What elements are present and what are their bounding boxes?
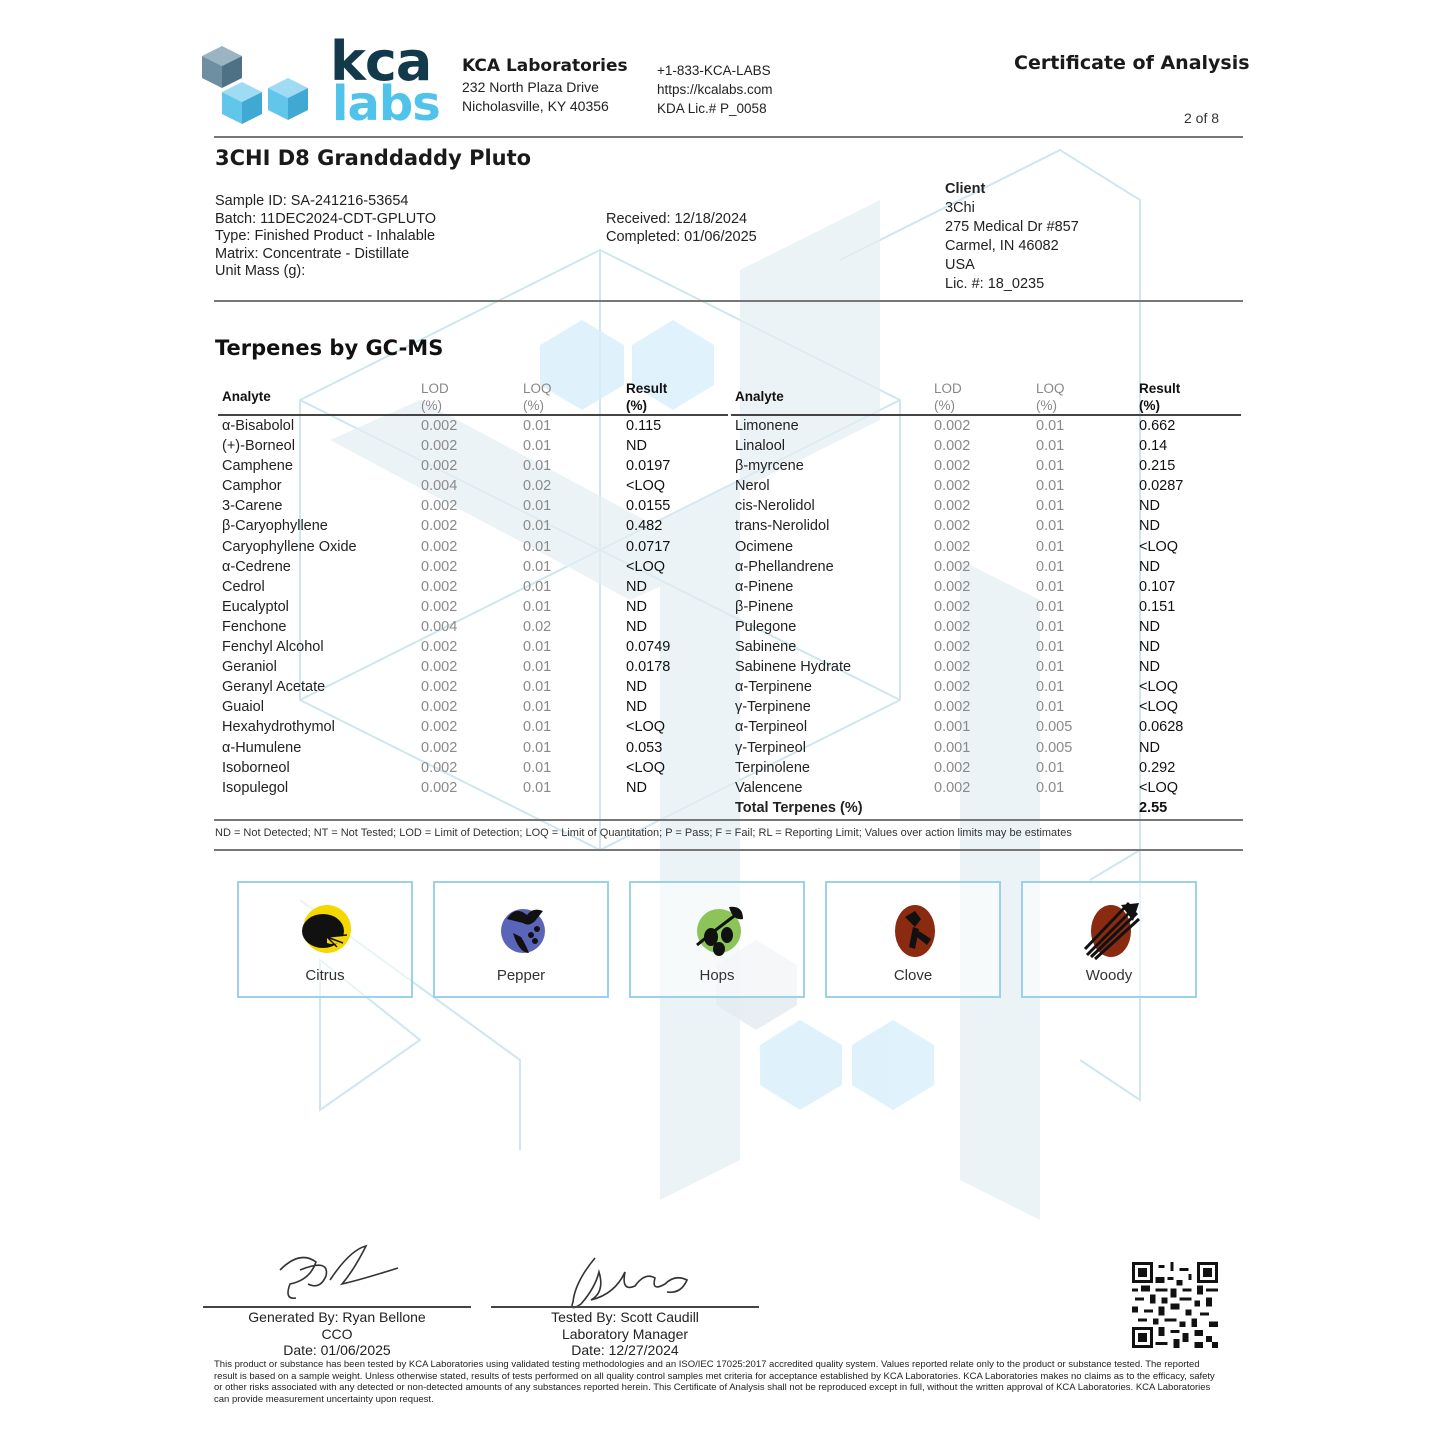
table-row — [731, 637, 1241, 657]
loq-cell: 0.01 — [1036, 618, 1065, 635]
analyte-cell: α-Terpineol — [735, 719, 808, 736]
lod-cell: 0.002 — [421, 759, 458, 776]
lod-cell: 0.002 — [421, 438, 458, 455]
table-row — [218, 717, 728, 737]
analyte-cell: (+)-Borneol — [222, 438, 295, 455]
clove-icon — [885, 897, 945, 961]
table-row — [218, 637, 728, 657]
table-row — [731, 597, 1241, 617]
result-cell: <LOQ — [1139, 679, 1179, 696]
client-heading: Client — [945, 181, 986, 197]
lod-cell: 0.002 — [421, 578, 458, 595]
lod-cell: 0.002 — [421, 639, 458, 656]
lod-cell: 0.002 — [421, 679, 458, 696]
analyte-cell: α-Phellandrene — [735, 558, 834, 575]
lab-address-2: Nicholasville, KY 40356 — [462, 98, 609, 114]
tested-by-block — [491, 1309, 759, 1359]
result-cell: ND — [626, 699, 647, 716]
generated-by-block — [203, 1309, 471, 1359]
table-row — [218, 516, 728, 536]
lod-cell: 0.002 — [934, 639, 971, 656]
result-cell: 0.0717 — [626, 538, 671, 555]
lod-cell: 0.002 — [421, 739, 458, 756]
received-date: Received: 12/18/2024 — [606, 211, 748, 227]
analyte-cell: trans-Nerolidol — [735, 518, 830, 535]
loq-cell: 0.01 — [523, 558, 552, 575]
analyte-cell: Sabinene — [735, 639, 797, 656]
lab-phone: +1-833-KCA-LABS — [657, 63, 771, 78]
loq-cell: 0.01 — [523, 538, 552, 555]
result-cell: ND — [626, 438, 647, 455]
table-row — [218, 436, 728, 456]
loq-cell: 0.01 — [523, 699, 552, 716]
client-address-1: 275 Medical Dr #857 — [945, 219, 1079, 235]
header-lod: LOD (%) — [934, 381, 962, 413]
loq-cell: 0.01 — [523, 759, 552, 776]
table-row — [218, 496, 728, 516]
analyte-cell: Camphene — [222, 458, 293, 475]
lod-cell: 0.004 — [421, 618, 458, 635]
loq-cell: 0.005 — [1036, 719, 1073, 736]
lab-website[interactable]: https://kcalabs.com — [657, 82, 773, 97]
header-analyte: Analyte — [222, 389, 271, 404]
analyte-cell: Isoborneol — [222, 759, 290, 776]
table-body — [731, 416, 1241, 798]
lod-cell: 0.002 — [934, 478, 971, 495]
result-cell: <LOQ — [626, 759, 666, 776]
cubes-logo-icon — [198, 36, 328, 132]
sample-type: Type: Finished Product - Inhalable — [215, 228, 436, 244]
lod-cell: 0.002 — [421, 458, 458, 475]
analyte-cell: Geraniol — [222, 659, 277, 676]
header-result: Result (%) — [626, 381, 668, 413]
header-divider — [214, 136, 1243, 138]
loq-cell: 0.02 — [523, 618, 552, 635]
client-name: 3Chi — [945, 200, 975, 216]
result-cell: ND — [1139, 739, 1160, 756]
result-cell: <LOQ — [1139, 779, 1179, 796]
loq-cell: 0.01 — [1036, 418, 1065, 434]
aroma-label: Woody — [1085, 967, 1133, 984]
analyte-cell: Fenchyl Alcohol — [222, 639, 324, 656]
generated-by: Generated By: Ryan Bellone — [248, 1309, 426, 1325]
woody-icon — [1081, 897, 1141, 961]
header-lod: LOD (%) — [421, 381, 449, 413]
lod-cell: 0.004 — [421, 478, 458, 495]
header-loq: LOQ (%) — [1036, 381, 1065, 413]
client-address-2: Carmel, IN 46082 — [945, 238, 1059, 254]
table-header — [731, 378, 1241, 416]
table-row — [731, 617, 1241, 637]
analyte-cell: α-Terpinene — [735, 679, 812, 696]
result-cell: 0.0155 — [626, 498, 671, 515]
lab-info — [462, 56, 628, 114]
analyte-cell: Cedrol — [222, 578, 265, 595]
table-row — [731, 537, 1241, 557]
table-row — [218, 677, 728, 697]
analyte-cell: Hexahydrothymol — [222, 719, 335, 736]
loq-cell: 0.01 — [1036, 699, 1065, 716]
analyte-cell: 3-Carene — [222, 498, 283, 515]
tested-title: Laboratory Manager — [561, 1325, 689, 1342]
loq-cell: 0.01 — [1036, 578, 1065, 595]
lod-cell: 0.002 — [934, 578, 971, 595]
loq-cell: 0.005 — [1036, 739, 1073, 756]
aroma-label: Hops — [699, 967, 735, 984]
loq-cell: 0.01 — [523, 639, 552, 656]
result-cell: ND — [1139, 639, 1160, 656]
loq-cell: 0.01 — [523, 498, 552, 515]
lod-cell: 0.002 — [421, 598, 458, 615]
result-cell: ND — [626, 618, 647, 635]
client-country: USA — [945, 257, 975, 273]
lod-cell: 0.002 — [934, 538, 971, 555]
analyte-cell: Sabinene Hydrate — [735, 659, 852, 676]
result-cell: 0.151 — [1139, 598, 1176, 615]
result-cell: 0.0628 — [1139, 719, 1184, 736]
analyte-cell: Ocimene — [735, 538, 794, 555]
loq-cell: 0.01 — [523, 578, 552, 595]
table-row — [218, 657, 728, 677]
unit-mass: Unit Mass (g): — [215, 263, 306, 279]
analyte-cell: Linalool — [735, 438, 785, 455]
analyte-cell: Isopulegol — [222, 779, 289, 796]
table-row — [218, 456, 728, 476]
logo-text-labs: labs — [332, 76, 440, 132]
aroma-card-clove — [825, 881, 1001, 998]
analyte-cell: β-Pinene — [735, 598, 794, 615]
loq-cell: 0.01 — [523, 518, 552, 535]
lod-cell: 0.002 — [934, 759, 971, 776]
loq-cell: 0.01 — [523, 418, 552, 434]
lod-cell: 0.002 — [421, 558, 458, 575]
lod-cell: 0.002 — [421, 659, 458, 676]
result-cell: <LOQ — [626, 558, 666, 575]
table-row — [218, 778, 728, 798]
tested-by: Tested By: Scott Caudill — [551, 1309, 699, 1325]
table-bottom-divider — [214, 819, 1243, 821]
table-row — [731, 697, 1241, 717]
result-cell: ND — [1139, 659, 1160, 676]
generated-date: Date: 01/06/2025 — [283, 1342, 391, 1358]
analyte-cell: Geranyl Acetate — [222, 679, 326, 696]
analyte-cell: cis-Nerolidol — [735, 498, 815, 515]
result-cell: ND — [1139, 558, 1160, 575]
analyte-cell: α-Bisabolol — [222, 418, 295, 434]
logo-text-kca: kca — [330, 30, 432, 93]
loq-cell: 0.01 — [1036, 679, 1065, 696]
loq-cell: 0.01 — [523, 719, 552, 736]
analyte-cell: Nerol — [735, 478, 770, 495]
lod-cell: 0.002 — [421, 779, 458, 796]
lod-cell: 0.002 — [934, 779, 971, 796]
lab-address-1: 232 North Plaza Drive — [462, 79, 599, 95]
result-cell: <LOQ — [1139, 699, 1179, 716]
table-row — [731, 416, 1241, 436]
table-row — [218, 416, 728, 436]
lod-cell: 0.002 — [421, 699, 458, 716]
terpenes-table-right — [731, 378, 1241, 818]
pepper-icon — [493, 897, 553, 961]
generated-title: CCO — [321, 1325, 353, 1342]
lod-cell: 0.002 — [934, 618, 971, 635]
info-divider — [214, 300, 1243, 302]
table-row — [731, 476, 1241, 496]
table-row — [218, 597, 728, 617]
result-cell: 0.482 — [626, 518, 663, 535]
table-row — [218, 557, 728, 577]
lod-cell: 0.002 — [934, 558, 971, 575]
kca-labs-logo — [198, 30, 440, 132]
analyte-cell: α-Pinene — [735, 578, 794, 595]
table-row — [218, 617, 728, 637]
loq-cell: 0.01 — [1036, 639, 1065, 656]
loq-cell: 0.01 — [1036, 478, 1065, 495]
page-number: 2 of 8 — [1184, 110, 1220, 126]
section-title: Terpenes by GC-MS — [215, 336, 444, 360]
total-label: Total Terpenes (%) — [735, 799, 863, 816]
signature-line-generated — [203, 1306, 471, 1308]
aroma-card-hops — [629, 881, 805, 998]
table-row — [218, 758, 728, 778]
lab-name: KCA Laboratories — [462, 56, 628, 76]
aroma-label: Citrus — [305, 967, 345, 984]
loq-cell: 0.01 — [523, 739, 552, 756]
analyte-cell: Terpinolene — [735, 759, 810, 776]
result-cell: ND — [626, 598, 647, 615]
table-row — [218, 537, 728, 557]
lod-cell: 0.001 — [934, 719, 971, 736]
analyte-cell: Caryophyllene Oxide — [222, 538, 357, 555]
analyte-cell: Pulegone — [735, 618, 797, 635]
table-row — [731, 738, 1241, 758]
matrix: Matrix: Concentrate - Distillate — [215, 245, 410, 262]
table-row — [218, 476, 728, 496]
lod-cell: 0.002 — [934, 699, 971, 716]
total-value: 2.55 — [1139, 799, 1168, 816]
analyte-cell: β-myrcene — [735, 458, 804, 475]
header-loq: LOQ (%) — [523, 381, 552, 413]
abbreviation-legend: ND = Not Detected; NT = Not Tested; LOD = Limit of Detection; LOQ = Limit of Quantitation; P = Pass; F = Fail; RL = Reporting Limit; Values over action limits may be estimates — [215, 827, 1072, 839]
client-license: Lic. #: 18_0235 — [945, 276, 1045, 292]
table-row — [731, 657, 1241, 677]
signature-ryan-bellone — [270, 1240, 410, 1306]
result-cell: 0.0287 — [1139, 478, 1184, 495]
hops-icon — [689, 897, 749, 961]
loq-cell: 0.01 — [523, 458, 552, 475]
lod-cell: 0.002 — [421, 719, 458, 736]
aroma-label: Clove — [893, 967, 933, 984]
loq-cell: 0.01 — [1036, 518, 1065, 535]
lod-cell: 0.002 — [934, 498, 971, 515]
analyte-cell: γ-Terpinene — [735, 699, 811, 716]
qr-code-icon[interactable] — [1132, 1262, 1218, 1348]
result-cell: 0.662 — [1139, 418, 1176, 434]
analyte-cell: Limonene — [735, 418, 799, 434]
lod-cell: 0.002 — [421, 418, 458, 434]
table-row — [218, 697, 728, 717]
analyte-cell: γ-Terpineol — [735, 739, 806, 756]
lod-cell: 0.002 — [421, 498, 458, 515]
loq-cell: 0.02 — [523, 478, 552, 495]
result-cell: <LOQ — [1139, 538, 1179, 555]
table-row — [731, 758, 1241, 778]
result-cell: ND — [1139, 498, 1160, 515]
result-cell: 0.107 — [1139, 578, 1176, 595]
result-cell: 0.0749 — [626, 639, 671, 656]
table-row — [218, 577, 728, 597]
loq-cell: 0.01 — [1036, 498, 1065, 515]
result-cell: 0.215 — [1139, 458, 1176, 475]
disclaimer: This product or substance has been tested by KCA Laboratories using validated testing methodologies and an ISO/IEC 17025:2017 accredited quality system. Values reported relate only to the product or substance tested. The reported result is based on a sample weight. Unless otherwise stated, results of tests performed on all quality control samples met criteria for acceptance established by KCA Laboratories. KCA Laboratories makes no claims as to the efficacy, safety or other risks associated with any detected or non-detected amounts of any substances reported herein. This Certificate of Analysis shall not be reproduced except in full, without the written approval of KCA Laboratories. KCA Laboratories can provide measurement uncertainty upon request. — [214, 1359, 1215, 1405]
result-cell: 0.053 — [626, 739, 663, 756]
analyte-cell: Guaiol — [222, 699, 264, 716]
analyte-cell: Camphor — [222, 478, 282, 495]
result-cell: 0.292 — [1139, 759, 1176, 776]
header-analyte: Analyte — [735, 389, 784, 404]
table-row — [731, 557, 1241, 577]
lod-cell: 0.002 — [934, 418, 971, 434]
lod-cell: 0.002 — [934, 438, 971, 455]
lod-cell: 0.002 — [934, 458, 971, 475]
result-cell: <LOQ — [626, 478, 666, 495]
analyte-cell: β-Caryophyllene — [222, 518, 328, 535]
loq-cell: 0.01 — [1036, 659, 1065, 676]
lab-license: KDA Lic.# P_0058 — [657, 101, 767, 116]
header-result: Result (%) — [1139, 381, 1181, 413]
sample-id: Sample ID: SA-241216-53654 — [215, 193, 409, 209]
loq-cell: 0.01 — [523, 659, 552, 676]
result-cell: ND — [626, 578, 647, 595]
loq-cell: 0.01 — [523, 779, 552, 796]
analyte-cell: Valencene — [735, 779, 803, 796]
total-terpenes-row — [731, 798, 1241, 818]
lod-cell: 0.002 — [934, 679, 971, 696]
table-row — [731, 677, 1241, 697]
document-title: Certificate of Analysis — [1014, 52, 1250, 74]
loq-cell: 0.01 — [1036, 538, 1065, 555]
table-row — [731, 516, 1241, 536]
aroma-card-pepper — [433, 881, 609, 998]
result-cell: 0.0178 — [626, 659, 671, 676]
loq-cell: 0.01 — [523, 679, 552, 696]
table-body — [218, 416, 728, 798]
legend-divider — [214, 849, 1243, 851]
loq-cell: 0.01 — [1036, 438, 1065, 455]
aroma-card-citrus — [237, 881, 413, 998]
table-row — [731, 456, 1241, 476]
table-row — [731, 577, 1241, 597]
loq-cell: 0.01 — [1036, 458, 1065, 475]
loq-cell: 0.01 — [523, 438, 552, 455]
aroma-label: Pepper — [496, 967, 546, 984]
result-cell: 0.0197 — [626, 458, 671, 475]
batch: Batch: 11DEC2024-CDT-GPLUTO — [215, 210, 437, 227]
result-cell: ND — [1139, 518, 1160, 535]
signature-line-tested — [491, 1306, 759, 1308]
analyte-cell: Eucalyptol — [222, 598, 289, 615]
loq-cell: 0.01 — [1036, 759, 1065, 776]
aroma-card-woody — [1021, 881, 1197, 998]
sample-dates — [606, 211, 757, 246]
client-info — [945, 180, 1079, 294]
lab-contact — [657, 61, 773, 118]
result-cell: 0.115 — [626, 418, 662, 434]
table-header — [218, 378, 728, 416]
table-row — [731, 436, 1241, 456]
table-row — [731, 496, 1241, 516]
result-cell: 0.14 — [1139, 438, 1168, 455]
lod-cell: 0.002 — [421, 518, 458, 535]
loq-cell: 0.01 — [523, 598, 552, 615]
signature-scott-caudill — [555, 1252, 705, 1314]
citrus-icon — [297, 897, 357, 961]
loq-cell: 0.01 — [1036, 779, 1065, 796]
lod-cell: 0.002 — [934, 598, 971, 615]
analyte-cell: α-Cedrene — [222, 558, 291, 575]
table-row — [731, 717, 1241, 737]
result-cell: ND — [1139, 618, 1160, 635]
lod-cell: 0.001 — [934, 739, 971, 756]
lod-cell: 0.002 — [421, 538, 458, 555]
analyte-cell: α-Humulene — [222, 739, 302, 756]
table-row — [218, 738, 728, 758]
loq-cell: 0.01 — [1036, 558, 1065, 575]
product-name: 3CHI D8 Granddaddy Pluto — [215, 146, 532, 170]
tested-date: Date: 12/27/2024 — [571, 1342, 679, 1358]
lod-cell: 0.002 — [934, 659, 971, 676]
result-cell: <LOQ — [626, 719, 666, 736]
loq-cell: 0.01 — [1036, 598, 1065, 615]
result-cell: ND — [626, 779, 647, 796]
table-row — [731, 778, 1241, 798]
terpenes-table-left — [218, 378, 728, 798]
lod-cell: 0.002 — [934, 518, 971, 535]
completed-date: Completed: 01/06/2025 — [606, 228, 757, 245]
sample-info — [215, 193, 436, 281]
result-cell: ND — [626, 679, 647, 696]
analyte-cell: Fenchone — [222, 618, 287, 635]
